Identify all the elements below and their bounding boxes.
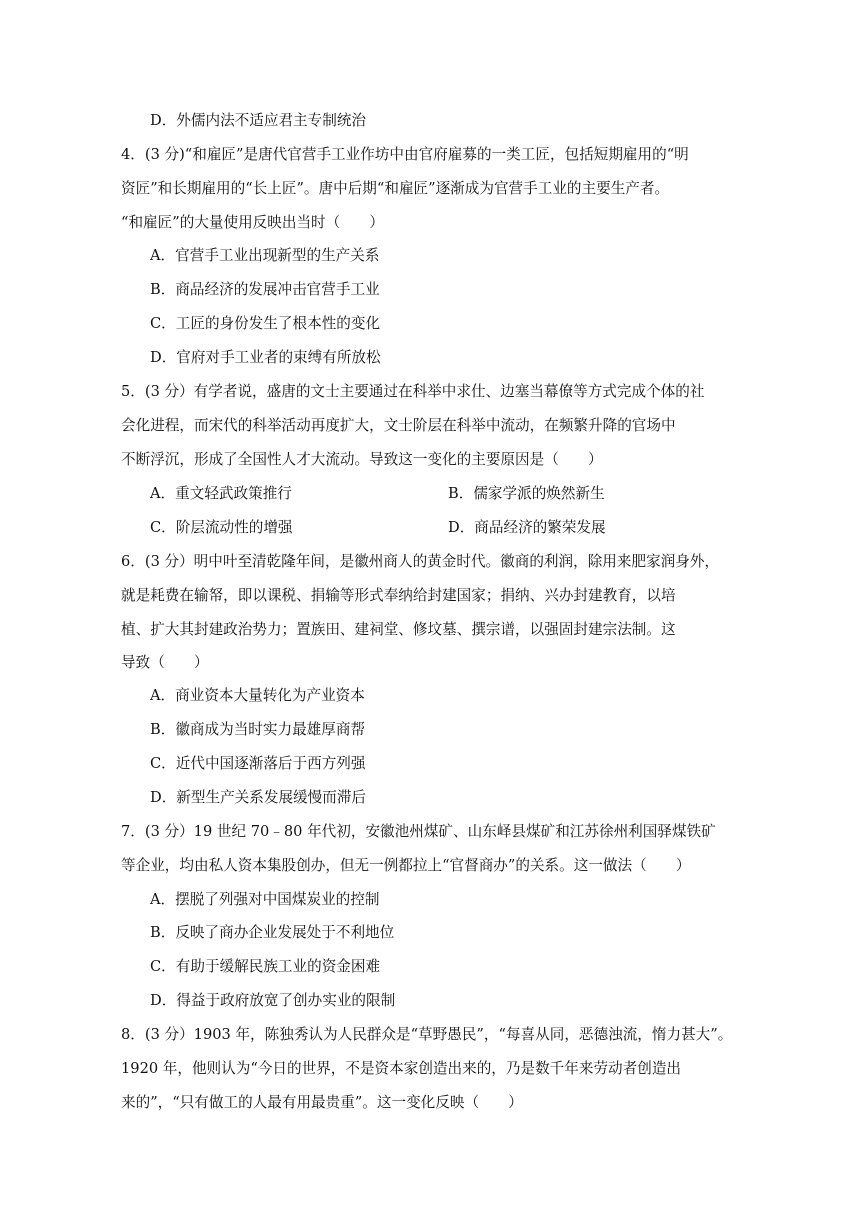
q5-option-b: B．儒家学派的焕然新生 — [448, 485, 605, 502]
q5-stem-line-1: 5．(3 分）有学者说，盛唐的文士主要通过在科举中求仕、边塞当幕僚等方式完成个体的社 — [121, 383, 705, 400]
q4-option-a: A．官营手工业出现新型的生产关系 — [150, 247, 380, 264]
q4-stem-line-1: 4．(3 分)“和雇匠”是唐代官营手工业作坊中由官府雇募的一类工匠，包括短期雇用的“明 — [121, 146, 689, 163]
q5-stem-line-3: 不断浮沉，形成了全国性人才大流动。导致这一变化的主要原因是（ ） — [121, 451, 603, 468]
q6-option-b: B．徽商成为当时实力最雄厚商帮 — [150, 721, 366, 738]
q7-stem-line-2: 等企业，均由私人资本集股创办，但无一例都拉上“官督商办”的关系。这一做法（ ） — [121, 857, 691, 874]
q4-stem-line-2: 资匠”和长期雇用的“长上匠”。唐中后期“和雇匠”逐渐成为官营手工业的主要生产者。 — [121, 180, 670, 197]
q7-option-c: C．有助于缓解民族工业的资金困难 — [150, 958, 381, 975]
q5-option-d: D．商品经济的繁荣发展 — [448, 519, 606, 536]
q8-stem-line-1: 8．(3 分）1903 年，陈独秀认为人民群众是“草野愚民”，“每喜从同，恶德浊流，惰力甚大”。 — [121, 1026, 733, 1043]
q4-option-c: C．工匠的身份发生了根本性的变化 — [150, 315, 381, 332]
q6-option-d: D．新型生产关系发展缓慢而滞后 — [150, 789, 367, 806]
q6-stem-line-3: 植、扩大其封建政治势力；置族田、建祠堂、修坟墓、撰宗谱，以强固封建宗法制。这 — [121, 621, 676, 638]
q5-option-c: C．阶层流动性的增强 — [150, 519, 293, 536]
q4-stem-line-3: “和雇匠”的大量使用反映出当时（ ） — [121, 214, 385, 231]
q5-stem-line-2: 会化进程，而宋代的科举活动再度扩大，文士阶层在科举中流动，在频繁升降的官场中 — [121, 417, 676, 434]
q8-stem-line-2: 1920 年，他则认为“今日的世界，不是资本家创造出来的，乃是数千年来劳动者创造出 — [121, 1060, 682, 1077]
q6-stem-line-2: 就是耗费在输帑，即以课税、捐输等形式奉纳给封建国家；捐纳、兴办封建教育，以培 — [121, 587, 676, 604]
q7-stem-line-1: 7．(3 分）19 世纪 70﹣80 年代初，安徽池州煤矿、山东峄县煤矿和江苏徐州利国驿煤铁矿 — [121, 823, 716, 840]
q7-option-d: D．得益于政府放宽了创办实业的限制 — [150, 992, 396, 1009]
q5-option-a: A．重文轻武政策推行 — [150, 485, 292, 502]
q7-option-a: A．摆脱了列强对中国煤炭业的控制 — [150, 891, 380, 908]
q6-option-a: A．商业资本大量转化为产业资本 — [150, 687, 365, 704]
q6-stem-line-1: 6．(3 分）明中叶至清乾隆年间，是徽州商人的黄金时代。徽商的利润，除用来肥家润身外， — [121, 553, 720, 570]
q4-option-d: D．官府对手工业者的束缚有所放松 — [150, 349, 381, 366]
q7-option-b: B．反映了商办企业发展处于不利地位 — [150, 924, 395, 941]
q4-option-b: B．商品经济的发展冲击官营手工业 — [150, 281, 380, 298]
q6-option-c: C．近代中国逐渐落后于西方列强 — [150, 755, 366, 772]
q8-stem-line-3: 来的”，“只有做工的人最有用最贵重”。这一变化反映（ ） — [121, 1094, 523, 1111]
q6-stem-line-4: 导致（ ） — [121, 654, 209, 671]
q3-option-d: D．外儒内法不适应君主专制统治 — [150, 112, 367, 129]
